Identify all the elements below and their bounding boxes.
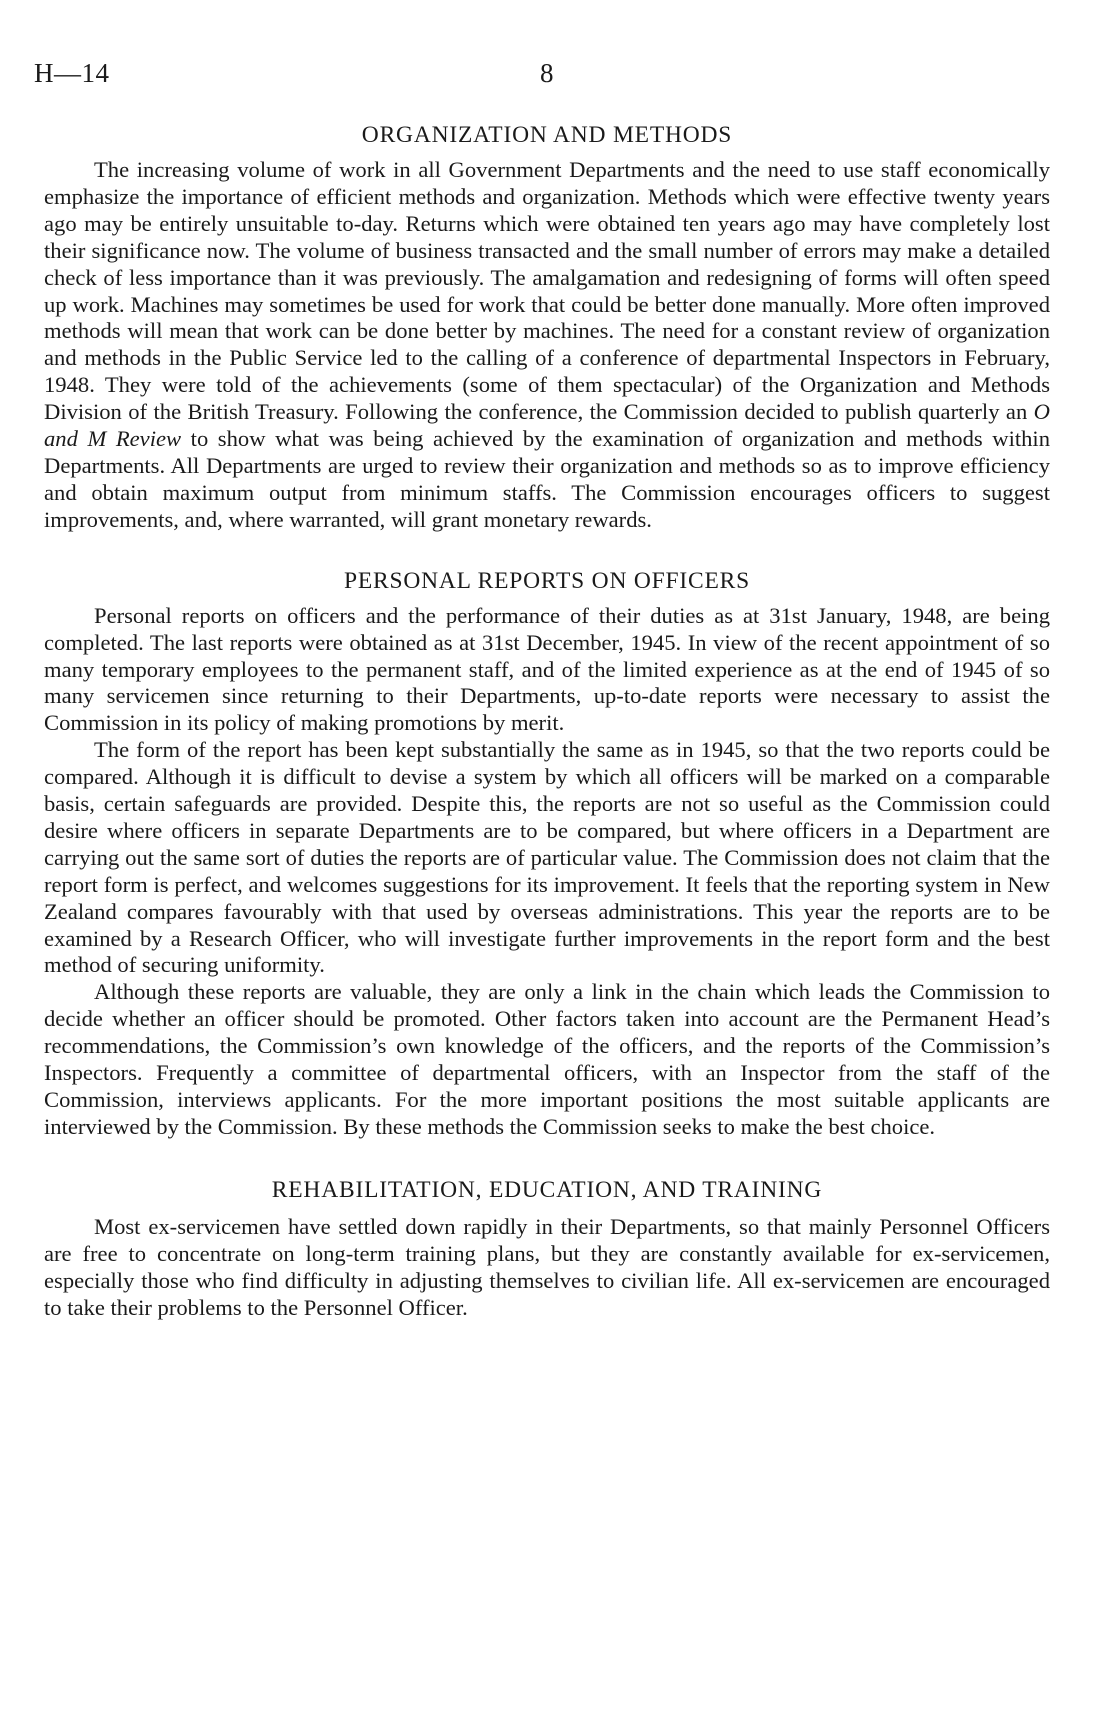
paragraph-personal-reports-1: Personal reports on officers and the performance of their duties as at 31st January, 1948, are being completed. The last reports were obtained as at 31st December, 1945. In view of the recent appointment of so many temporary employees to the permanent staff, and of the limited experience as at the end of 1945 of so many servicemen since returning to their Departments, up-to-date reports were necessary to assist the Commission in its policy of making promotions by merit. <box>44 602 1050 736</box>
page-number: 8 <box>540 58 554 88</box>
review-title: O and M Review <box>44 399 1050 452</box>
section-heading-organization-methods: ORGANIZATION AND METHODS <box>361 122 733 148</box>
paragraph-organization-methods <box>44 157 1050 534</box>
paragraph-personal-reports-3: Although these reports are valuable, they are only a link in the chain which leads the Commission to decide whether an officer should be promoted. Other factors taken into account are the Permanent Head’s recommendations, the Commission’s own knowledge of the officers, and the reports of the Commission’s Inspectors. Frequently a committee of departmental officers, with an Inspector from the staff of the Commission, interviews applicants. For the more important positions the most suitable applicants are interviewed by the Commission. By these methods the Commission seeks to make the best choice. <box>44 979 1050 1139</box>
paragraph-rehabilitation: Most ex-servicemen have settled down rapidly in their Departments, so that mainly Personnel Officers are free to concentrate on long-term training plans, but they are constantly available for ex-servicemen, especially those who find difficulty in adjusting themselves to civilian life. All ex-servicemen are encouraged to take their problems to the Personnel Officer. <box>44 1213 1050 1320</box>
paragraph-text: The increasing volume of work in all Government Departments and the need to use staff economically emphasize the importance of efficient methods and organization. Methods which were effective twenty years ago may be entirely unsuitable to-day. Returns which were obtained ten years ago may have completely lost their significance now. The volume of business transacted and the small number of errors may make a detailed check of less importance than it was previously. The amalgamation and redesigning of forms will often speed up work. Machines may sometimes be used for work that could be better done manually. More often improved methods will mean that work can be done better by machines. The need for a constant review of organization and methods in the Public Service led to the calling of a conference of departmental Inspectors in February, 1948. They were told of the achievements (some of them spectacular) of the Organization and Methods Division of the British Treasury. Following the conference, the Commission decided to publish quarterly an <box>44 157 1050 425</box>
section-heading-personal-reports: PERSONAL REPORTS ON OFFICERS <box>344 567 750 594</box>
paragraph-personal-reports-2: The form of the report has been kept substantially the same as in 1945, so that the two reports could be compared. Although it is difficult to devise a system by which all officers will be marked on a comparable basis, certain safeguards are provided. Despite this, the reports are not so useful as the Commission could desire where officers in separate Departments are to be compared, but where officers in a Department are carrying out the same sort of duties the reports are of particular value. The Commission does not claim that the report form is perfect, and welcomes suggestions for its improvement. It feels that the reporting system in New Zealand compares favourably with that used by overseas administrations. This year the reports are to be examined by a Research Officer, who will investigate further improvements in the report form and the best method of securing uniformity. <box>44 737 1050 978</box>
section-heading-rehabilitation: REHABILITATION, EDUCATION, AND TRAINING <box>271 1176 823 1203</box>
paragraph-text: to show what was being achieved by the examination of organization and methods within Departments. All Departments are urged to review their organization and methods so as to improve efficiency and obtain maximum output from minimum staffs. The Commission encourages officers to suggest improvements, and, where warranted, will grant monetary rewards. <box>44 426 1050 532</box>
page-body <box>44 122 1050 1321</box>
document-code: H—14 <box>34 58 110 88</box>
